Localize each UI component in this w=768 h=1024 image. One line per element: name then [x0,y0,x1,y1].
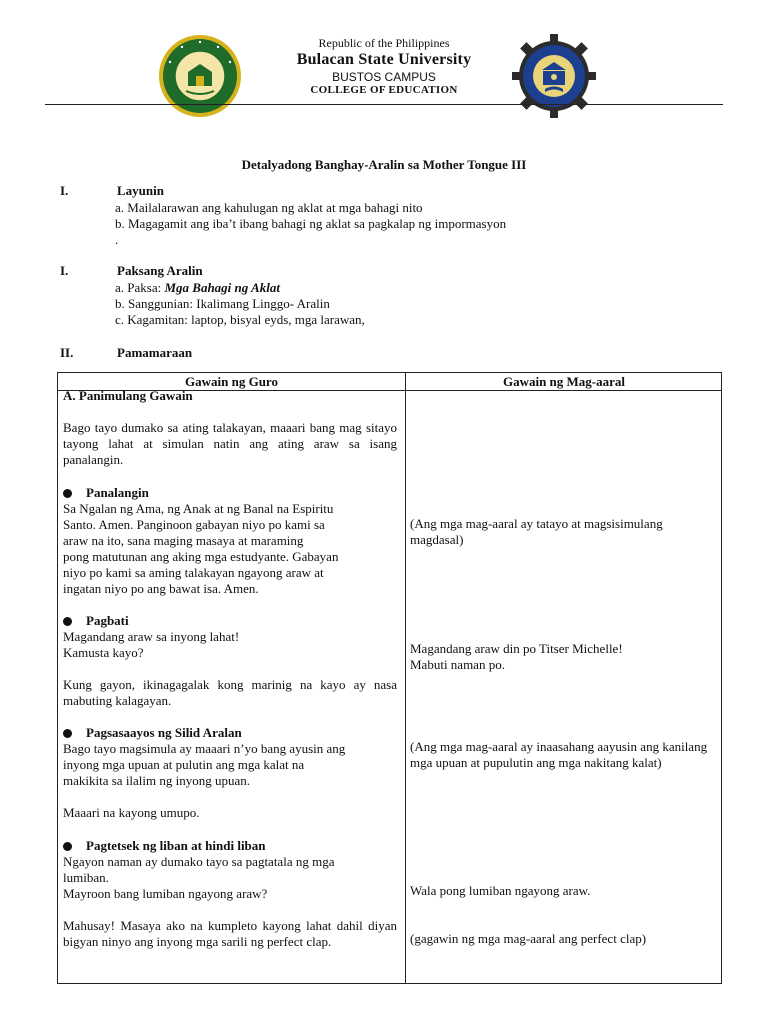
attendance-heading [63,838,397,854]
objective-item: a. Mailalarawan ang kahulugan ng aklat at mga bahagi nito [115,200,423,215]
section-heading: Paksang Aralin [117,263,203,278]
panalangin-text [63,501,397,597]
section-paksang-aralin [60,263,720,328]
intro-paragraph: Bago tayo dumako sa ating talakayan, maaari bang mag sitayo tayong lahat at simulan natin ang ating araw sa isang panalangin. [63,420,397,467]
section-heading: Layunin [117,183,164,198]
kung-gayon-paragraph: Kung gayon, ikinagagalak kong marinig na kayo ay nasa mabuting kalagayan. [63,677,397,708]
teacher-column-header: Gawain ng Guro [185,374,278,389]
header-divider [45,104,723,105]
classroom-line: Bago tayo magsimula ay maaari n’yo bang ayusin ang [63,741,346,756]
attendance-student-response: Wala pong lumiban ngayong araw. [410,883,591,898]
pagbati-label: Pagbati [86,613,129,628]
panalangin-student-response: (Ang mga mag-aaral ay tatayo at magsisimulang magdasal) [410,516,663,547]
section-pamamaraan [60,345,720,362]
classroom-line: makikita sa ilalim ng inyong upuan. [63,773,251,788]
pagbati-heading [63,613,397,629]
column-divider [405,373,406,983]
mahusay-paragraph: Mahusay! Masaya ako na kumpleto kayong lahat dahil diyan bigyan ninyo ang inyong mga sarili ng perfect clap. [63,918,397,949]
topic-item [115,280,720,296]
silid-aralan-heading [63,725,397,741]
perfect-clap-student-response: (gagawin ng mga mag-aaral ang perfect clap) [410,931,647,946]
section-a-heading: A. Panimulang Gawain [63,388,193,403]
pagbati-student-response [410,641,718,673]
section-layunin [60,183,720,248]
silid-aralan-label: Pagsasaayos ng Silid Aralan [86,725,242,740]
republic-line: Republic of the Philippines [318,36,450,50]
greeting-line: Magandang araw sa inyong lahat! [63,629,240,644]
materials-item: c. Kagamitan: laptop, bisyal eyds, mga larawan, [115,312,365,327]
college-of-education-seal-logo [512,34,596,118]
prayer-line: niyo po kami sa aming talakayan ngayong araw at [63,565,324,580]
topic-label: a. Paksa: [115,280,165,295]
letterhead-text [250,36,518,97]
bullet-icon [63,842,72,851]
reference-item: b. Sanggunian: Ikalimang Linggo- Aralin [115,296,330,311]
attendance-line: Mayroon bang lumiban ngayong araw? [63,886,268,901]
bullet-icon [63,729,72,738]
umupo-text: Maaari na kayong umupo. [63,805,200,820]
letterhead [0,30,768,110]
college-name: COLLEGE OF EDUCATION [310,83,458,96]
prayer-line: pong matutunan ang aking mga estudyante. Gabayan [63,549,339,564]
prayer-line: ingatan niyo po ang bawat isa. Amen. [63,581,259,596]
response-line: Magandang araw din po Titser Michelle! [410,641,623,656]
attendance-label: Pagtetsek ng liban at hindi liban [86,838,266,853]
classroom-line: inyong mga upuan at pulutin ang mga kalat na [63,757,305,772]
section-number: I. [60,183,69,198]
lesson-plan-title: Detalyadong Banghay-Aralin sa Mother Tongue III [241,157,527,172]
panalangin-heading [63,485,397,501]
prayer-line: Sa Ngalan ng Ama, ng Anak at ng Banal na Espiritu [63,501,334,516]
section-heading: Pamamaraan [117,345,193,360]
bullet-icon [63,489,72,498]
response-line: Mabuti naman po. [410,657,505,672]
panalangin-label: Panalangin [86,485,149,500]
silid-aralan-student-response: (Ang mga mag-aaral ay inaasahang aayusin ang kanilang mga upuan at pupulutin ang mga nakitang kalat) [410,739,708,770]
bullet-icon [63,617,72,626]
student-column-header: Gawain ng Mag-aaral [502,374,626,389]
silid-aralan-text [63,741,397,789]
campus-name: BUSTOS CAMPUS [332,69,436,84]
university-name: Bulacan State University [296,51,472,69]
attendance-text [63,854,397,902]
pagbati-text [63,629,397,661]
bulsu-seal-logo [158,34,242,118]
prayer-line: araw na ito, sana maging masaya at maraming [63,533,304,548]
objective-item: b. Magagamit ang iba’t ibang bahagi ng aklat sa pagkalap ng impormasyon [115,216,507,231]
section-number: I. [60,263,69,278]
topic-value: Mga Bahagi ng Aklat [164,280,280,295]
attendance-line: Ngayon naman ay dumako tayo sa pagtatala ng mga [63,854,335,869]
attendance-line: lumiban. [63,870,109,885]
objective-item: . [115,232,119,247]
greeting-line: Kamusta kayo? [63,645,144,660]
prayer-line: Santo. Amen. Panginoon gabayan niyo po kami sa [63,517,325,532]
section-number: II. [60,345,74,360]
procedure-table [57,372,722,984]
